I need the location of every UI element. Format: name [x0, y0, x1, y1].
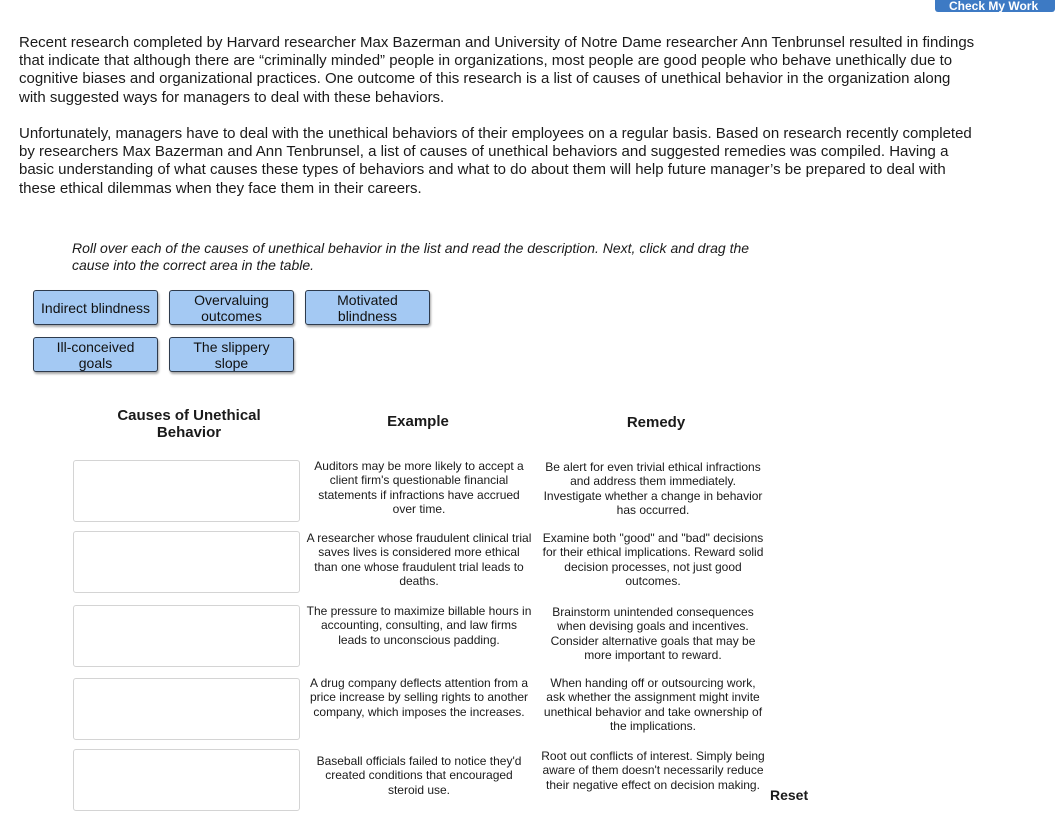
column-header-remedy: Remedy — [626, 414, 686, 431]
column-header-example: Example — [387, 413, 449, 430]
chip-label: The slippery — [193, 338, 270, 355]
header-line: Causes of Unethical — [117, 407, 261, 424]
header-line: Behavior — [156, 424, 222, 441]
example-cell-row-4: A drug company deflects attention from a price increase by selling rights to another company, which imposes the increases. — [309, 676, 529, 719]
remedy-cell-row-2: Examine both "good" and "bad" decisions for their ethical implications. Reward solid decision processes, not just good outcomes. — [542, 531, 764, 588]
example-cell-row-2: A researcher whose fraudulent clinical trial saves lives is considered more ethical than one whose fraudulent trial leads to deaths. — [306, 531, 532, 588]
check-my-work-button[interactable]: Check My Work — [935, 0, 1055, 12]
chip-label: blindness — [337, 307, 398, 324]
chip-label: outcomes — [201, 307, 262, 324]
chip-label: Overvaluing — [194, 291, 269, 308]
remedy-cell-row-3: Brainstorm unintended consequences when devising goals and incentives. Consider alternative goals that may be more important to reward. — [550, 605, 756, 662]
drop-target-row-1[interactable] — [73, 460, 300, 522]
chip-label: goals — [78, 354, 113, 371]
drop-target-row-4[interactable] — [73, 678, 300, 740]
drop-target-row-5[interactable] — [73, 749, 300, 811]
drop-target-row-3[interactable] — [73, 605, 300, 667]
draggable-chip-motivated-blindness[interactable] — [305, 290, 430, 325]
remedy-cell-row-4: When handing off or outsourcing work, ask whether the assignment might invite unethical behavior and take ownership of the implications. — [543, 676, 763, 733]
reset-button[interactable]: Reset — [770, 787, 809, 803]
example-cell-row-5: Baseball officials failed to notice they'd created conditions that encouraged steroid use. — [316, 754, 522, 797]
draggable-chip-indirect-blindness[interactable] — [33, 290, 158, 325]
draggable-chip-slippery-slope[interactable] — [169, 337, 294, 372]
chip-label: slope — [214, 354, 249, 371]
remedy-cell-row-5: Root out conflicts of interest. Simply being aware of them doesn't necessarily reduce their negative effect on decision making. — [541, 749, 765, 792]
column-header-causes — [108, 407, 270, 441]
chip-label: Indirect blindness — [41, 299, 150, 316]
intro-paragraph-1: Recent research completed by Harvard researcher Max Bazerman and University of Notre Dame researcher Ann Tenbrunsel resulted in findings that indicate that although there are “criminally minded” people in organizations, most people are good people who behave unethically due to cognitive biases and organizational practices. One outcome of this research is a list of causes of unethical behavior in the organization along with suggested ways for managers to deal with these behaviors. — [19, 34, 975, 106]
chip-label: Ill-conceived — [56, 338, 135, 355]
remedy-cell-row-1: Be alert for even trivial ethical infractions and address them immediately. Investigate whether a change in behavior has occurred. — [543, 460, 763, 517]
example-cell-row-1: Auditors may be more likely to accept a client firm's questionable financial statements if infractions have accrued over time. — [314, 459, 524, 516]
drop-target-row-2[interactable] — [73, 531, 300, 593]
intro-paragraph-2: Unfortunately, managers have to deal with the unethical behaviors of their employees on a regular basis. Based on research recently completed by researchers Max Bazerman and Ann Tenbrunsel, a list of causes of unethical behaviors and suggested remedies was compiled. Having a basic understanding of what causes these types of behaviors and what to do about them will help future manager’s be prepared to deal with these ethical dilemmas when they face them in their careers. — [19, 125, 972, 197]
draggable-chip-overvaluing-outcomes[interactable] — [169, 290, 294, 325]
chip-label: Motivated — [337, 291, 398, 308]
instructions: Roll over each of the causes of unethical behavior in the list and read the description. Next, click and drag the cause into the correct area in the table. — [72, 240, 750, 273]
example-cell-row-3: The pressure to maximize billable hours in accounting, consulting, and law firms leads to unconscious padding. — [306, 604, 532, 647]
draggable-chip-ill-conceived-goals[interactable] — [33, 337, 158, 372]
